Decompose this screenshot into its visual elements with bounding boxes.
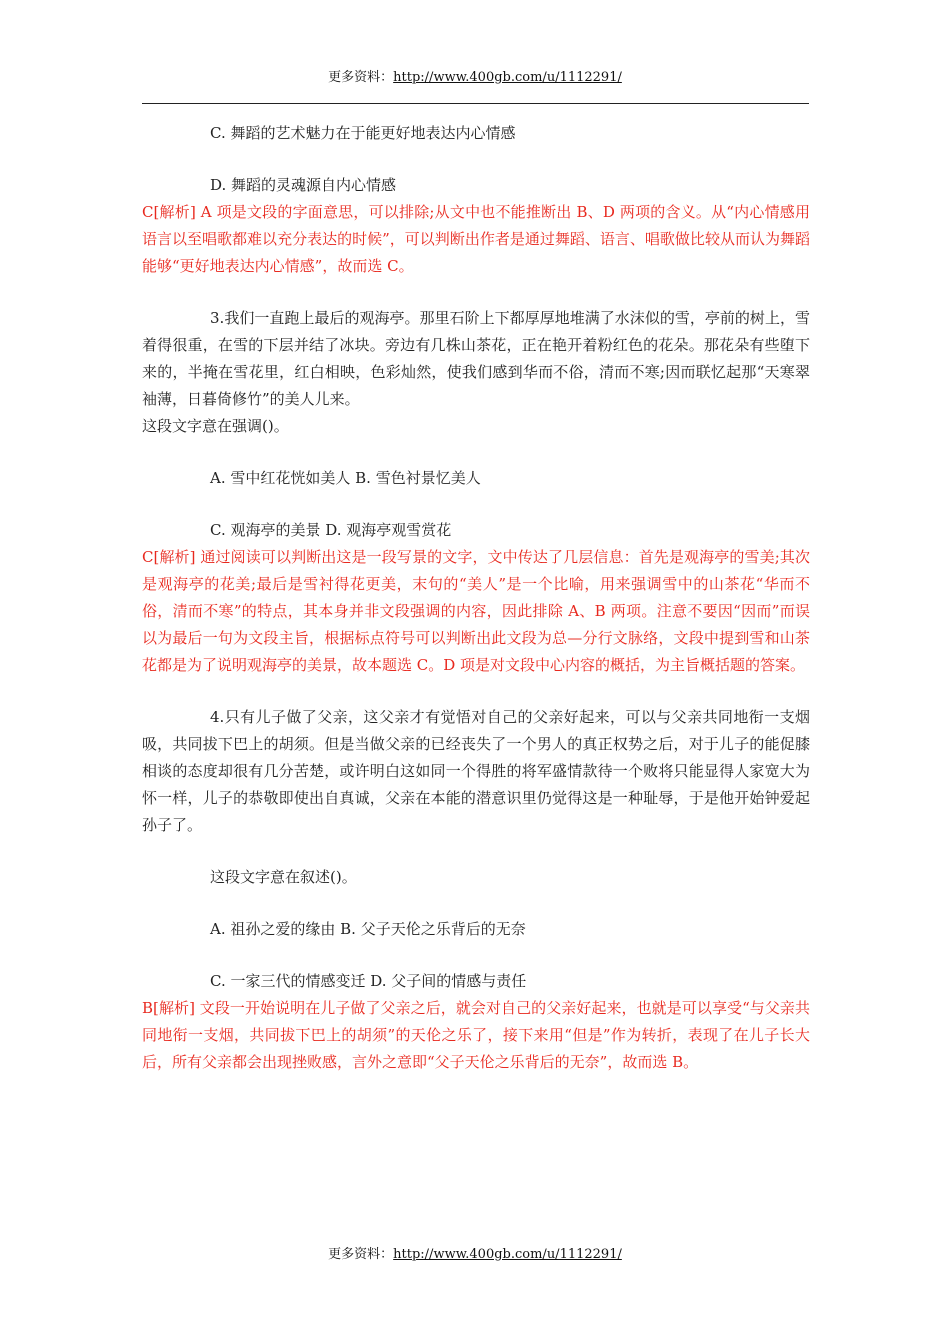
q3-options-ab: A. 雪中红花恍如美人 B. 雪色衬景忆美人 xyxy=(210,469,481,487)
q3-options-cd: C. 观海亭的美景 D. 观海亭观雪赏花 xyxy=(210,521,452,539)
q3-analysis: C[解析] 通过阅读可以判断出这是一段写景的文字，文中传达了几层信息：首先是观海亭的雪美;其次是观海亭的花美;最后是雪衬得花更美，末句的“美人”是一个比喻，用来强调雪中的山茶花“华而不俗，清而不寒”的特点，其本身并非文段强调的内容，因此排除 A、B 两项。注意不要因“因而”而误以为最后一句为文段主旨，根据标点符号可以判断出此文段为总—分行文脉络，文段中提到雪和山茶花都是为了说明观海亭的美景，故本题选 C。D 项是对文段中心内容的概括，为主旨概括题的答案。 xyxy=(142,548,810,674)
footer-link[interactable]: http://www.400gb.com/u/1112291/ xyxy=(393,1247,622,1262)
q4-question: 这段文字意在叙述()。 xyxy=(210,868,357,886)
q2-analysis: C[解析] A 项是文段的字面意思，可以排除;从文中也不能推断出 B、D 两项的含义。从“内心情感用语言以至唱歌都难以充分表达的时候”，可以判断出作者是通过舞蹈、语言、唱歌做比较从而认为舞蹈能够“更好地表达内心情感”，故而选 C。 xyxy=(142,203,810,275)
page-footer xyxy=(0,1243,950,1262)
q4-options-cd: C. 一家三代的情感变迁 D. 父子间的情感与责任 xyxy=(210,972,527,990)
header-divider xyxy=(142,103,809,104)
header-label: 更多资料： xyxy=(328,70,394,85)
footer-label: 更多资料： xyxy=(328,1247,394,1262)
header-link[interactable]: http://www.400gb.com/u/1112291/ xyxy=(393,70,622,85)
q4-analysis: B[解析] 文段一开始说明在儿子做了父亲之后，就会对自己的父亲好起来，也就是可以享受“与父亲共同地衔一支烟，共同拔下巴上的胡须”的天伦之乐了，接下来用“但是”作为转折，表现了在儿子长大后，所有父亲都会出现挫败感，言外之意即“父子天伦之乐背后的无奈”，故而选 B。 xyxy=(142,999,810,1071)
q3-question: 这段文字意在强调()。 xyxy=(142,417,289,435)
document-body xyxy=(142,120,810,1076)
q2-option-d: D. 舞蹈的灵魂源自内心情感 xyxy=(210,176,397,194)
q4-options-ab: A. 祖孙之爱的缘由 B. 父子天伦之乐背后的无奈 xyxy=(210,920,526,938)
q2-option-c: C. 舞蹈的艺术魅力在于能更好地表达内心情感 xyxy=(210,124,516,142)
page-header xyxy=(0,66,950,85)
q4-passage: 4.只有儿子做了父亲，这父亲才有觉悟对自己的父亲好起来，可以与父亲共同地衔一支烟吸，共同拔下巴上的胡须。但是当做父亲的已经丧失了一个男人的真正权势之后，对于儿子的能促膝相谈的态度却很有几分苦楚，或许明白这如同一个得胜的将军盛情款待一个败将只能显得人家宽大为怀一样，儿子的恭敬即使出自真诚，父亲在本能的潜意识里仍觉得这是一种耻辱，于是他开始钟爱起孙子了。 xyxy=(142,708,810,834)
q3-passage: 3.我们一直跑上最后的观海亭。那里石阶上下都厚厚地堆满了水沫似的雪，亭前的树上，雪着得很重，在雪的下层并结了冰块。旁边有几株山茶花，正在艳开着粉红色的花朵。那花朵有些堕下来的，半掩在雪花里，红白相映，色彩灿然，使我们感到华而不俗，清而不寒;因而联忆起那“天寒翠袖薄，日暮倚修竹”的美人儿来。 xyxy=(142,309,810,408)
